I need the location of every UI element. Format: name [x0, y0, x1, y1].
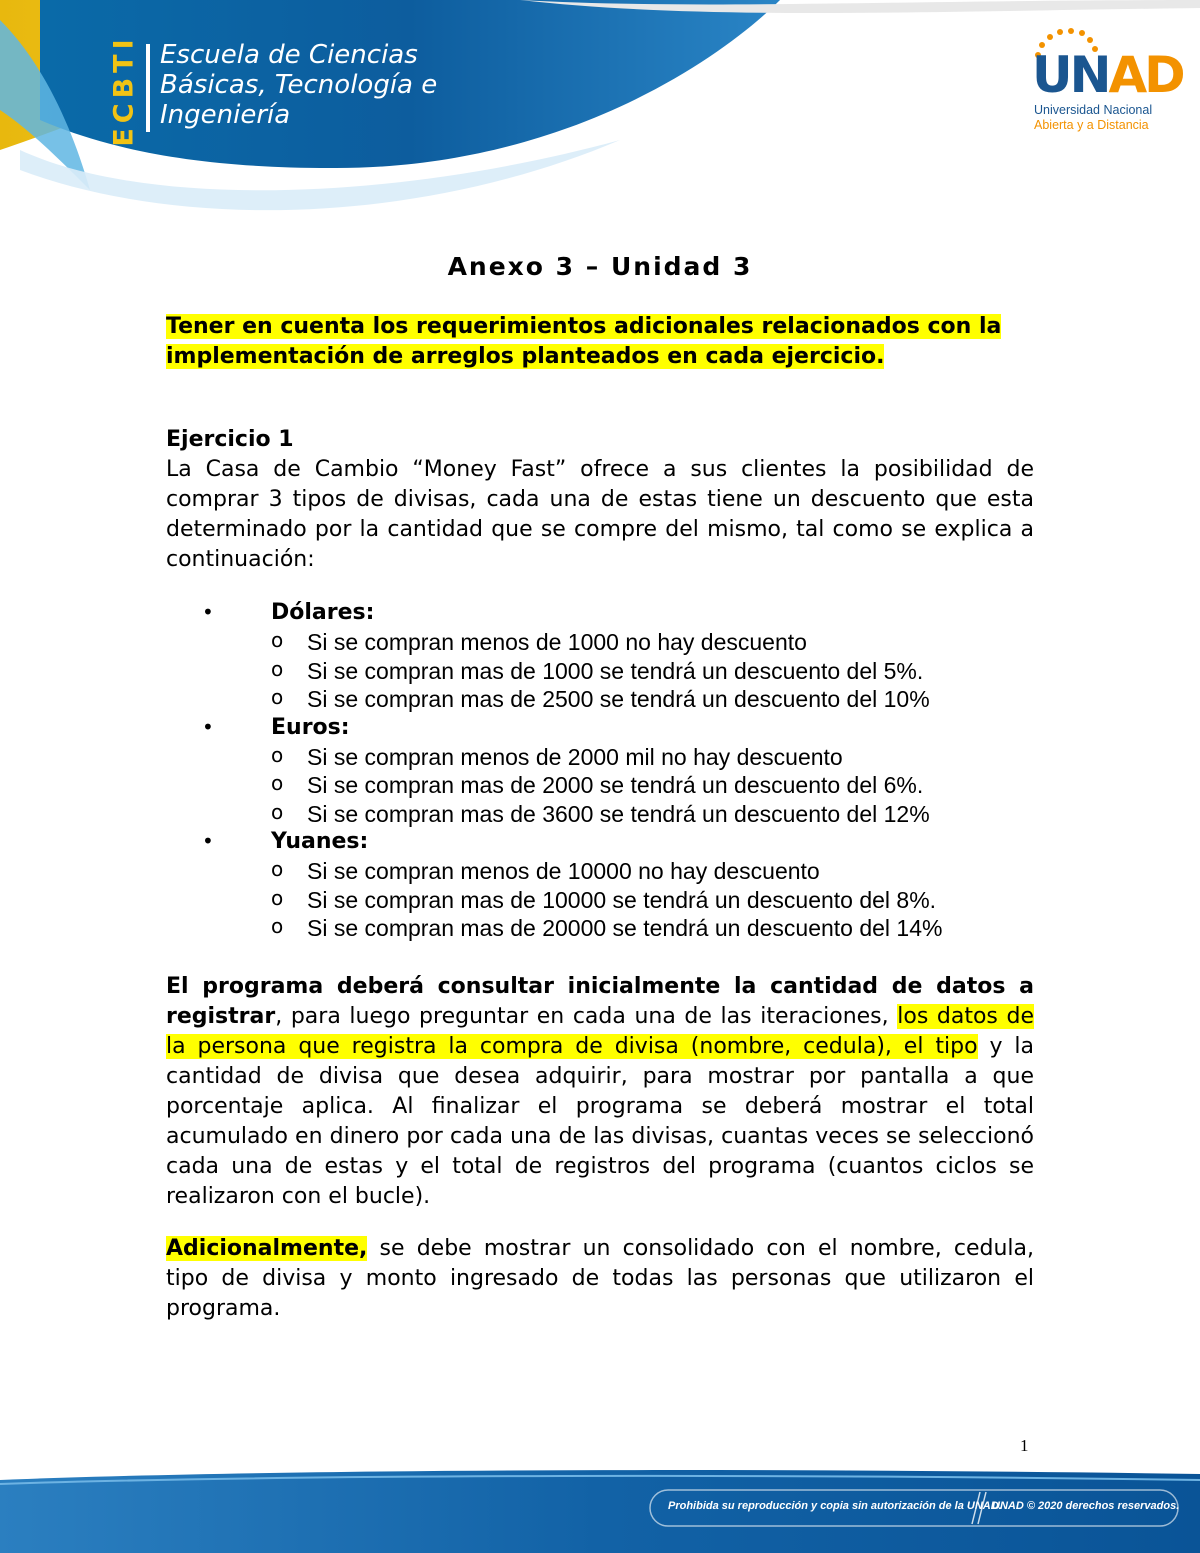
header-divider: [146, 44, 150, 132]
discount-rule-text: Si se compran mas de 10000 se tendrá un descuento del 8%.: [307, 886, 937, 913]
discount-rule-text: Si se compran menos de 10000 no hay descuento: [307, 858, 820, 884]
sub-bullet-icon: o: [271, 656, 284, 681]
discount-rule: [166, 744, 1066, 773]
discount-rule: [166, 686, 1066, 715]
currency-name: Euros:: [271, 714, 350, 740]
discount-rule: [166, 658, 1066, 687]
currency-item: [166, 715, 1066, 744]
sub-bullet-icon: o: [271, 742, 284, 767]
currency-list: [166, 600, 1066, 944]
discount-rule: [166, 915, 1066, 944]
discount-rule: [166, 801, 1066, 830]
exercise-title: Ejercicio 1: [166, 427, 294, 452]
school-name: [160, 40, 437, 130]
additional-text: se debe mostrar un consolidado con el nombre, cedula, tipo de divisa y monto ingresado de todas las personas que utilizaron el programa.: [166, 1236, 1034, 1321]
program-requirements-highlight: los datos de la persona que registra la compra de divisa (nombre, cedula), el tipo: [166, 1004, 1035, 1059]
ecbti-acronym: ECBTI: [108, 33, 140, 147]
copyright-notice: Prohibida su reproducción y copia sin autorización de la UNAD.: [668, 1500, 1002, 1512]
rights-notice: UNAD © 2020 derechos reservados.: [992, 1500, 1180, 1512]
page-header: [0, 0, 1200, 230]
discount-rule: [166, 887, 1066, 916]
program-requirements: [166, 972, 1034, 1212]
discount-rule-text: Si se compran mas de 2000 se tendrá un descuento del 6%.: [307, 772, 924, 798]
additional-label: Adicionalmente,: [166, 1236, 368, 1261]
intro-highlight: Tener en cuenta los requerimientos adicionales relacionados con la implementación de arreglos planteados en cada ejercicio.: [166, 314, 1002, 369]
discount-rule: [166, 629, 1066, 658]
discount-rule-text: Si se compran mas de 20000 se tendrá un descuento del 14%: [307, 915, 943, 941]
program-requirements-bold: El programa deberá consultar inicialmente la cantidad de datos a registrar: [166, 974, 1034, 1029]
unad-subtitle-line-1: Universidad Nacional: [1034, 103, 1153, 117]
currency-name: Yuanes:: [271, 829, 369, 854]
program-requirements-text-1: , para luego preguntar en cada una de las iteraciones,: [275, 1004, 898, 1029]
exercise-description: La Casa de Cambio “Money Fast” ofrece a sus clientes la posibilidad de comprar 3 tipos de divisas, cada una de estas tiene un descuento que esta determinado por la cantidad que se compre del mismo, tal como se explica a continuación:: [166, 457, 1034, 572]
discount-rule-text: Si se compran mas de 3600 se tendrá un descuento del 12%: [307, 800, 930, 827]
page-number: 1: [1020, 1436, 1029, 1455]
currency-item: [166, 829, 1066, 858]
school-line-3: Ingeniería: [160, 100, 291, 130]
discount-rule: [166, 772, 1066, 801]
sub-bullet-icon: o: [271, 885, 284, 910]
document-title: Anexo 3 – Unidad 3: [447, 252, 753, 281]
discount-rule-text: Si se compran mas de 1000 se tendrá un descuento del 5%.: [307, 657, 924, 684]
sub-bullet-icon: o: [271, 628, 284, 652]
currency-item: [166, 600, 1066, 629]
school-line-2: Básicas, Tecnología e: [160, 70, 438, 100]
bullet-icon: •: [202, 714, 214, 739]
unad-wordmark: UNAD: [1032, 46, 1183, 104]
discount-rule-text: Si se compran menos de 1000 no hay descuento: [307, 629, 807, 655]
unad-subtitle-line-2: Abierta y a Distancia: [1034, 118, 1149, 132]
sub-bullet-icon: o: [271, 799, 284, 824]
intro-note: [166, 312, 1046, 372]
discount-rule-text: Si se compran mas de 2500 se tendrá un descuento del 10%: [307, 686, 930, 712]
unad-subtitle: [1034, 103, 1152, 133]
school-line-1: Escuela de Ciencias: [160, 40, 418, 70]
unad-logo: [1020, 25, 1183, 135]
program-requirements-text-2: y la cantidad de divisa que desea adquirir, para mostrar por pantalla a que porcentaje aplica. Al finalizar el programa se deberá mostrar el total acumulado en dinero por cada una de las divisas, cuantas veces se seleccionó cada una de estas y el total de registros del programa (cuantos ciclos se realizaron con el bucle).: [166, 1034, 1034, 1209]
discount-rule-text: Si se compran menos de 2000 mil no hay descuento: [307, 743, 843, 770]
additional-requirements: [166, 1234, 1034, 1324]
bullet-icon: •: [202, 600, 214, 624]
sub-bullet-icon: o: [271, 771, 284, 795]
discount-rule: [166, 858, 1066, 887]
sub-bullet-icon: o: [271, 857, 284, 881]
sub-bullet-icon: o: [271, 914, 284, 938]
sub-bullet-icon: o: [271, 685, 284, 709]
currency-name: Dólares:: [271, 600, 375, 625]
bullet-icon: •: [202, 829, 214, 853]
